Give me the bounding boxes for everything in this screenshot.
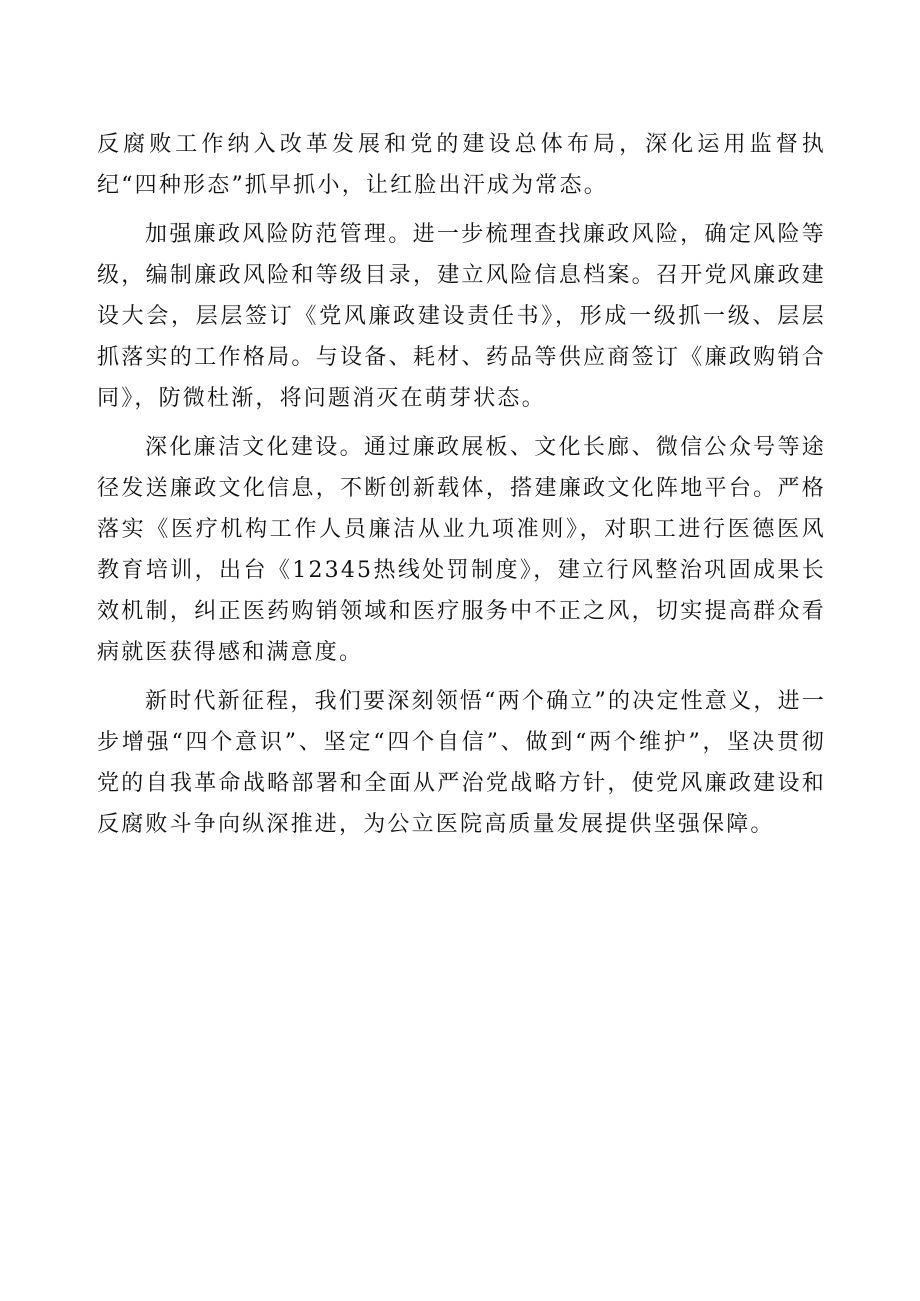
paragraph-3: 深化廉洁文化建设。通过廉政展板、文化长廊、微信公众号等途径发送廉政文化信息，不断创新载体，搭建廉政文化阵地平台。严格落实《医疗机构工作人员廉洁从业九项准则》，对职工进行医德医风教育培训，出台《12345热线处罚制度》，建立行风整治巩固成果长效机制，纠正医药购销领域和医疗服务中不正之风，切实提高群众看病就医获得感和满意度。 [97, 435, 826, 665]
paragraph-1: 反腐败工作纳入改革发展和党的建设总体布局，深化运用监督执纪“四种形态”抓早抓小，让红脸出汗成为常态。 [97, 132, 826, 198]
paragraph-2: 加强廉政风险防范管理。进一步梳理查找廉政风险，确定风险等级，编制廉政风险和等级目录，建立风险信息档案。召开党风廉政建设大会，层层签订《党风廉政建设责任书》，形成一级抓一级、层层抓落实的工作格局。与设备、耗材、药品等供应商签订《廉政购销合同》，防微杜渐，将问题消灭在萌芽状态。 [97, 222, 826, 411]
document-body [97, 124, 826, 845]
paragraph-4: 新时代新征程，我们要深刻领悟“两个确立”的决定性意义，进一步增强“四个意识”、坚定“四个自信”、做到“两个维护”，坚决贯彻党的自我革命战略部署和全面从严治党战略方针，使党风廉政建设和反腐败斗争向纵深推进，为公立医院高质量发展提供坚强保障。 [97, 689, 826, 837]
